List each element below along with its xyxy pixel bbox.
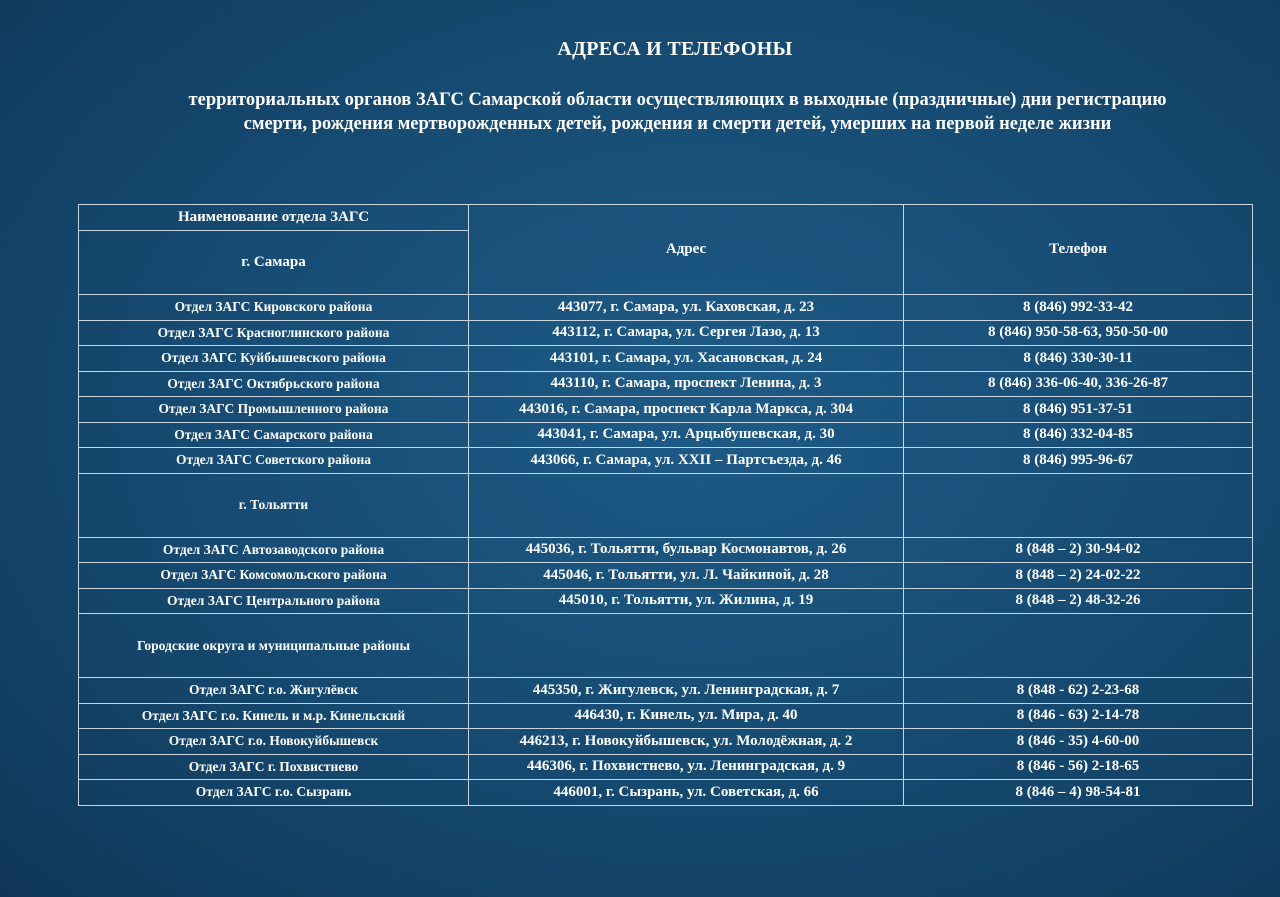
table-row [79,563,1253,589]
table-row [79,397,1253,423]
office-phone: 8 (846) 330-30-11 [904,346,1253,372]
section-districts: Городские округа и муниципальные районы [79,614,469,678]
office-address: 443016, г. Самара, проспект Карла Маркса, д. 304 [469,397,904,423]
table-row [79,678,1253,704]
table-row [79,320,1253,346]
empty-cell [904,473,1253,537]
table-row [79,754,1253,780]
office-name: Отдел ЗАГС Куйбышевского района [79,346,469,372]
office-address: 445046, г. Тольятти, ул. Л. Чайкиной, д. 28 [469,563,904,589]
table-row [79,346,1253,372]
office-address: 445010, г. Тольятти, ул. Жилина, д. 19 [469,588,904,614]
office-name: Отдел ЗАГС Автозаводского района [79,537,469,563]
office-name: Отдел ЗАГС г.о. Сызрань [79,780,469,806]
table-row [79,537,1253,563]
office-address: 445036, г. Тольятти, бульвар Космонавтов, д. 26 [469,537,904,563]
table-row [79,448,1253,474]
office-name: Отдел ЗАГС Советского района [79,448,469,474]
table-row [79,588,1253,614]
office-address: 446306, г. Похвистнево, ул. Ленинградская, д. 9 [469,754,904,780]
office-phone: 8 (846) 995-96-67 [904,448,1253,474]
table-row [79,703,1253,729]
subtitle-line-2: смерти, рождения мертворожденных детей, рождения и смерти детей, умерших на первой неделе жизни [243,114,1112,134]
table-row [79,729,1253,755]
section-row [79,614,1253,678]
office-address: 443077, г. Самара, ул. Каховская, д. 23 [469,295,904,321]
section-tolyatti: г. Тольятти [79,473,469,537]
office-name: Отдел ЗАГС Кировского района [79,295,469,321]
section-samara: г. Самара [79,231,469,295]
office-name: Отдел ЗАГС г. Похвистнево [79,754,469,780]
office-name: Отдел ЗАГС г.о. Кинель и м.р. Кинельский [79,703,469,729]
office-address: 445350, г. Жигулевск, ул. Ленинградская, д. 7 [469,678,904,704]
office-address: 443112, г. Самара, ул. Сергея Лазо, д. 13 [469,320,904,346]
table-row [79,780,1253,806]
header-phone: Телефон [904,205,1253,295]
empty-cell [469,473,904,537]
table-row [79,371,1253,397]
office-phone: 8 (848 – 2) 24-02-22 [904,563,1253,589]
page-title: АДРЕСА И ТЕЛЕФОНЫ [557,38,793,60]
office-name: Отдел ЗАГС Промышленного района [79,397,469,423]
office-phone: 8 (846 - 56) 2-18-65 [904,754,1253,780]
office-phone: 8 (846 - 63) 2-14-78 [904,703,1253,729]
office-name: Отдел ЗАГС Октябрьского района [79,371,469,397]
page-subtitle [100,88,1255,136]
office-phone: 8 (846) 992-33-42 [904,295,1253,321]
office-address: 446213, г. Новокуйбышевск, ул. Молодёжная, д. 2 [469,729,904,755]
office-phone: 8 (846 - 35) 4-60-00 [904,729,1253,755]
office-phone: 8 (848 – 2) 48-32-26 [904,588,1253,614]
registry-offices-table [78,204,1253,806]
empty-cell [469,614,904,678]
office-name: Отдел ЗАГС Самарского района [79,422,469,448]
office-address: 443066, г. Самара, ул. XXII – Партсъезда, д. 46 [469,448,904,474]
office-name: Отдел ЗАГС Красноглинского района [79,320,469,346]
office-address: 443041, г. Самара, ул. Арцыбушевская, д. 30 [469,422,904,448]
office-phone: 8 (846) 950-58-63, 950-50-00 [904,320,1253,346]
empty-cell [904,614,1253,678]
office-name: Отдел ЗАГС г.о. Жигулёвск [79,678,469,704]
office-address: 446001, г. Сызрань, ул. Советская, д. 66 [469,780,904,806]
office-phone: 8 (848 - 62) 2-23-68 [904,678,1253,704]
office-address: 443110, г. Самара, проспект Ленина, д. 3 [469,371,904,397]
subtitle-line-1: территориальных органов ЗАГС Самарской области осуществляющих в выходные (праздничные) дни регистрацию [188,90,1167,110]
header-name: Наименование отдела ЗАГС [79,205,469,231]
office-phone: 8 (848 – 2) 30-94-02 [904,537,1253,563]
office-address: 443101, г. Самара, ул. Хасановская, д. 24 [469,346,904,372]
office-phone: 8 (846 – 4) 98-54-81 [904,780,1253,806]
office-phone: 8 (846) 336-06-40, 336-26-87 [904,371,1253,397]
office-phone: 8 (846) 332-04-85 [904,422,1253,448]
office-name: Отдел ЗАГС Комсомольского района [79,563,469,589]
section-row [79,473,1253,537]
table-row [79,295,1253,321]
header-address: Адрес [469,205,904,295]
office-name: Отдел ЗАГС г.о. Новокуйбышевск [79,729,469,755]
office-address: 446430, г. Кинель, ул. Мира, д. 40 [469,703,904,729]
table-row [79,422,1253,448]
office-phone: 8 (846) 951-37-51 [904,397,1253,423]
office-name: Отдел ЗАГС Центрального района [79,588,469,614]
